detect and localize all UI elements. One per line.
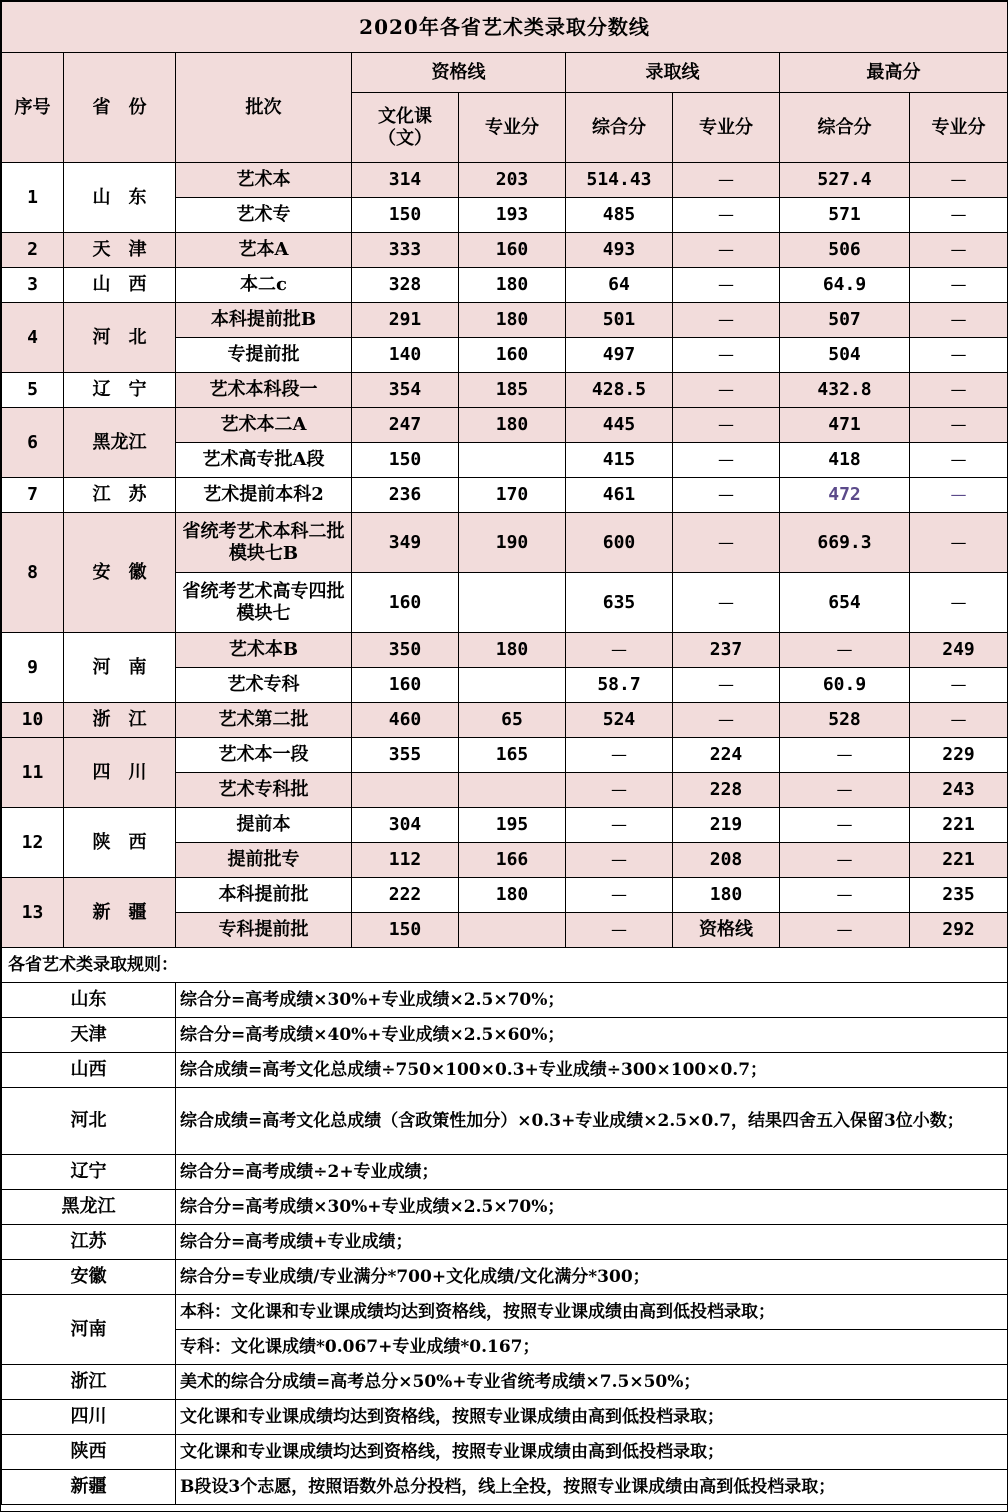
rule-row	[2, 1225, 1008, 1260]
max-major-cell: —	[910, 373, 1008, 408]
major-cell: 180	[459, 633, 566, 668]
table-row	[2, 373, 1008, 408]
admit-comp-cell: 501	[566, 303, 673, 338]
batch-cell: 提前批专	[176, 843, 352, 878]
header-group-qualify: 资格线	[352, 53, 566, 93]
culture-cell: 328	[352, 268, 459, 303]
rule-row	[2, 1435, 1008, 1470]
major-cell: 203	[459, 163, 566, 198]
rule-row	[2, 1470, 1008, 1505]
seq-cell: 2	[2, 233, 64, 268]
rule-row	[2, 1260, 1008, 1295]
rule-row	[2, 1053, 1008, 1088]
admit-comp-cell: 485	[566, 198, 673, 233]
culture-cell: 314	[352, 163, 459, 198]
major-cell: 166	[459, 843, 566, 878]
max-major-cell: —	[910, 703, 1008, 738]
major-cell	[459, 443, 566, 478]
culture-cell: 350	[352, 633, 459, 668]
culture-cell: 349	[352, 513, 459, 573]
rule-province: 辽宁	[2, 1155, 176, 1190]
major-cell: 170	[459, 478, 566, 513]
admit-major-cell: —	[673, 408, 780, 443]
culture-cell: 333	[352, 233, 459, 268]
seq-cell: 3	[2, 268, 64, 303]
major-cell: 180	[459, 878, 566, 913]
major-cell: 193	[459, 198, 566, 233]
major-cell: 185	[459, 373, 566, 408]
rule-row	[2, 983, 1008, 1018]
admit-major-cell: 228	[673, 773, 780, 808]
admit-comp-cell: —	[566, 843, 673, 878]
batch-cell: 本科提前批	[176, 878, 352, 913]
max-major-cell: —	[910, 303, 1008, 338]
max-comp-cell: 507	[780, 303, 910, 338]
batch-cell: 艺术本B	[176, 633, 352, 668]
max-comp-cell: 504	[780, 338, 910, 373]
rule-row	[2, 1295, 1008, 1330]
admit-major-cell: 资格线	[673, 913, 780, 948]
max-major-cell: —	[910, 233, 1008, 268]
rule-province: 山西	[2, 1053, 176, 1088]
admit-comp-cell: 524	[566, 703, 673, 738]
admit-comp-cell: 497	[566, 338, 673, 373]
admit-major-cell: 180	[673, 878, 780, 913]
rule-province: 安徽	[2, 1260, 176, 1295]
admit-major-cell: 219	[673, 808, 780, 843]
province-cell: 河 北	[64, 303, 176, 373]
major-cell: 190	[459, 513, 566, 573]
table-row	[2, 233, 1008, 268]
rule-row	[2, 1400, 1008, 1435]
admit-comp-cell: —	[566, 633, 673, 668]
major-cell	[459, 773, 566, 808]
rule-province: 天津	[2, 1018, 176, 1053]
rule-row	[2, 1155, 1008, 1190]
seq-cell: 8	[2, 513, 64, 633]
culture-cell: 150	[352, 443, 459, 478]
rule-row	[2, 1088, 1008, 1155]
batch-cell: 艺术高专批A段	[176, 443, 352, 478]
data-body	[2, 163, 1008, 948]
max-comp-cell: 506	[780, 233, 910, 268]
culture-cell: 236	[352, 478, 459, 513]
culture-cell: 291	[352, 303, 459, 338]
province-cell: 新 疆	[64, 878, 176, 948]
batch-cell: 艺术本科段一	[176, 373, 352, 408]
culture-cell: 354	[352, 373, 459, 408]
admit-major-cell: —	[673, 668, 780, 703]
max-major-cell: —	[910, 163, 1008, 198]
table-row	[2, 738, 1008, 773]
rule-text: 综合成绩=高考文化总成绩÷750×100×0.3+专业成绩÷300×100×0.7；	[176, 1053, 1008, 1088]
batch-cell: 本二c	[176, 268, 352, 303]
max-comp-cell: —	[780, 633, 910, 668]
batch-cell: 艺术本一段	[176, 738, 352, 773]
admit-major-cell: —	[673, 268, 780, 303]
max-major-cell: —	[910, 198, 1008, 233]
admit-comp-cell: —	[566, 878, 673, 913]
rule-text: 综合分=高考成绩×30%+专业成绩×2.5×70%；	[176, 983, 1008, 1018]
major-cell: 180	[459, 408, 566, 443]
table-row	[2, 303, 1008, 338]
major-cell: 165	[459, 738, 566, 773]
rule-row	[2, 1190, 1008, 1225]
table-row	[2, 478, 1008, 513]
culture-cell: 304	[352, 808, 459, 843]
rule-text: 综合分=高考成绩×30%+专业成绩×2.5×70%；	[176, 1190, 1008, 1225]
header-major: 专业分	[459, 93, 566, 163]
rule-text: 综合分=高考成绩×40%+专业成绩×2.5×60%；	[176, 1018, 1008, 1053]
culture-cell: 150	[352, 198, 459, 233]
admit-comp-cell: —	[566, 773, 673, 808]
batch-cell: 专科提前批	[176, 913, 352, 948]
max-comp-cell: 654	[780, 573, 910, 633]
rule-row	[2, 1018, 1008, 1053]
province-cell: 浙 江	[64, 703, 176, 738]
admit-comp-cell: 58.7	[566, 668, 673, 703]
major-cell	[459, 573, 566, 633]
admit-comp-cell: 64	[566, 268, 673, 303]
rule-province: 河北	[2, 1088, 176, 1155]
max-major-cell: —	[910, 668, 1008, 703]
header-culture: 文化课（文）	[352, 93, 459, 163]
rule-text: 专科：文化课成绩*0.067+专业成绩*0.167；	[176, 1330, 1008, 1365]
rule-text: 综合分=高考成绩÷2+专业成绩；	[176, 1155, 1008, 1190]
seq-cell: 9	[2, 633, 64, 703]
table-row	[2, 268, 1008, 303]
culture-cell: 222	[352, 878, 459, 913]
rule-province: 黑龙江	[2, 1190, 176, 1225]
culture-cell	[352, 773, 459, 808]
province-cell: 安 徽	[64, 513, 176, 633]
rules-title: 各省艺术类录取规则：	[2, 948, 1008, 983]
batch-cell: 艺术提前本科2	[176, 478, 352, 513]
batch-cell: 本科提前批B	[176, 303, 352, 338]
max-comp-cell: 472	[780, 478, 910, 513]
max-comp-cell: 418	[780, 443, 910, 478]
batch-cell: 艺术本二A	[176, 408, 352, 443]
seq-cell: 12	[2, 808, 64, 878]
batch-cell: 艺术专科批	[176, 773, 352, 808]
max-major-cell: —	[910, 573, 1008, 633]
rule-text: 文化课和专业课成绩均达到资格线，按照专业课成绩由高到低投档录取；	[176, 1435, 1008, 1470]
seq-cell: 5	[2, 373, 64, 408]
table-row	[2, 703, 1008, 738]
max-major-cell: 221	[910, 808, 1008, 843]
rule-text: 综合分=高考成绩+专业成绩；	[176, 1225, 1008, 1260]
max-major-cell: —	[910, 478, 1008, 513]
rule-text: 美术的综合分成绩=高考总分×50%+专业省统考成绩×7.5×50%；	[176, 1365, 1008, 1400]
max-major-cell: 235	[910, 878, 1008, 913]
header-province: 省 份	[64, 53, 176, 163]
province-cell: 四 川	[64, 738, 176, 808]
max-comp-cell: 527.4	[780, 163, 910, 198]
rule-text: 本科：文化课和专业课成绩均达到资格线，按照专业课成绩由高到低投档录取；	[176, 1295, 1008, 1330]
header-admit-composite: 综合分	[566, 93, 673, 163]
rule-text: B段设3个志愿，按照语数外总分投档，线上全投，按照专业课成绩由高到低投档录取；	[176, 1470, 1008, 1505]
table-row	[2, 878, 1008, 913]
admit-major-cell: —	[673, 338, 780, 373]
max-major-cell: —	[910, 338, 1008, 373]
max-major-cell: —	[910, 443, 1008, 478]
max-comp-cell: —	[780, 808, 910, 843]
header-max-composite: 综合分	[780, 93, 910, 163]
max-comp-cell: 60.9	[780, 668, 910, 703]
score-table	[1, 1, 1008, 1505]
seq-cell: 11	[2, 738, 64, 808]
max-major-cell: —	[910, 513, 1008, 573]
max-comp-cell: —	[780, 843, 910, 878]
rule-province: 四川	[2, 1400, 176, 1435]
major-cell: 65	[459, 703, 566, 738]
table-row	[2, 408, 1008, 443]
admit-major-cell: —	[673, 233, 780, 268]
rule-row	[2, 1365, 1008, 1400]
header-admit-major: 专业分	[673, 93, 780, 163]
max-major-cell: 221	[910, 843, 1008, 878]
culture-cell: 355	[352, 738, 459, 773]
culture-cell: 140	[352, 338, 459, 373]
rule-province: 陕西	[2, 1435, 176, 1470]
admit-major-cell: —	[673, 513, 780, 573]
table-row	[2, 808, 1008, 843]
max-comp-cell: —	[780, 738, 910, 773]
admit-major-cell: 237	[673, 633, 780, 668]
culture-cell: 247	[352, 408, 459, 443]
rule-text: 综合成绩=高考文化总成绩（含政策性加分）×0.3+专业成绩×2.5×0.7，结果四舍五入保留3位小数；	[176, 1088, 1008, 1155]
major-cell: 160	[459, 338, 566, 373]
header-batch: 批次	[176, 53, 352, 163]
admit-major-cell: —	[673, 163, 780, 198]
admit-major-cell: —	[673, 198, 780, 233]
culture-cell: 112	[352, 843, 459, 878]
admit-comp-cell: 635	[566, 573, 673, 633]
seq-cell: 13	[2, 878, 64, 948]
culture-cell: 150	[352, 913, 459, 948]
province-cell: 山 东	[64, 163, 176, 233]
page-title: 2020年各省艺术类录取分数线	[2, 2, 1008, 53]
province-cell: 山 西	[64, 268, 176, 303]
admit-major-cell: —	[673, 373, 780, 408]
major-cell: 180	[459, 268, 566, 303]
admit-comp-cell: 415	[566, 443, 673, 478]
seq-cell: 10	[2, 703, 64, 738]
major-cell	[459, 913, 566, 948]
admit-major-cell: 208	[673, 843, 780, 878]
rule-province: 江苏	[2, 1225, 176, 1260]
rule-province: 山东	[2, 983, 176, 1018]
major-cell: 195	[459, 808, 566, 843]
batch-cell: 艺术专	[176, 198, 352, 233]
admit-comp-cell: 428.5	[566, 373, 673, 408]
admit-comp-cell: —	[566, 808, 673, 843]
batch-cell: 艺术第二批	[176, 703, 352, 738]
admit-major-cell: —	[673, 703, 780, 738]
max-comp-cell: 64.9	[780, 268, 910, 303]
culture-cell: 160	[352, 668, 459, 703]
max-major-cell: —	[910, 268, 1008, 303]
max-comp-cell: —	[780, 913, 910, 948]
seq-cell: 1	[2, 163, 64, 233]
batch-cell: 省统考艺术高专四批模块七	[176, 573, 352, 633]
province-cell: 黑龙江	[64, 408, 176, 478]
batch-cell: 省统考艺术本科二批模块七B	[176, 513, 352, 573]
max-comp-cell: 571	[780, 198, 910, 233]
admit-major-cell: —	[673, 443, 780, 478]
max-comp-cell: 471	[780, 408, 910, 443]
seq-cell: 7	[2, 478, 64, 513]
admit-comp-cell: 600	[566, 513, 673, 573]
admit-comp-cell: 445	[566, 408, 673, 443]
admit-major-cell: —	[673, 573, 780, 633]
max-comp-cell: 432.8	[780, 373, 910, 408]
admit-comp-cell: 461	[566, 478, 673, 513]
header-max-major: 专业分	[910, 93, 1008, 163]
max-major-cell: 243	[910, 773, 1008, 808]
culture-cell: 160	[352, 573, 459, 633]
header-seq: 序号	[2, 53, 64, 163]
max-major-cell: 292	[910, 913, 1008, 948]
admit-comp-cell: 493	[566, 233, 673, 268]
admit-comp-cell: —	[566, 913, 673, 948]
province-cell: 天 津	[64, 233, 176, 268]
admit-major-cell: —	[673, 303, 780, 338]
province-cell: 陕 西	[64, 808, 176, 878]
max-major-cell: —	[910, 408, 1008, 443]
rule-text: 文化课和专业课成绩均达到资格线，按照专业课成绩由高到低投档录取；	[176, 1400, 1008, 1435]
rule-province: 河南	[2, 1295, 176, 1365]
admit-comp-cell: 514.43	[566, 163, 673, 198]
max-major-cell: 249	[910, 633, 1008, 668]
batch-cell: 专提前批	[176, 338, 352, 373]
max-major-cell: 229	[910, 738, 1008, 773]
major-cell: 160	[459, 233, 566, 268]
max-comp-cell: 669.3	[780, 513, 910, 573]
seq-cell: 4	[2, 303, 64, 373]
major-cell: 180	[459, 303, 566, 338]
rule-text: 综合分=专业成绩/专业满分*700+文化成绩/文化满分*300；	[176, 1260, 1008, 1295]
table-row	[2, 513, 1008, 573]
batch-cell: 艺术专科	[176, 668, 352, 703]
rule-province: 浙江	[2, 1365, 176, 1400]
max-comp-cell: 528	[780, 703, 910, 738]
batch-cell: 提前本	[176, 808, 352, 843]
admit-comp-cell: —	[566, 738, 673, 773]
header-group-max: 最高分	[780, 53, 1008, 93]
admit-major-cell: —	[673, 478, 780, 513]
batch-cell: 艺术本	[176, 163, 352, 198]
header-group-admit: 录取线	[566, 53, 780, 93]
max-comp-cell: —	[780, 773, 910, 808]
batch-cell: 艺本A	[176, 233, 352, 268]
province-cell: 江 苏	[64, 478, 176, 513]
rule-province: 新疆	[2, 1470, 176, 1505]
major-cell	[459, 668, 566, 703]
admit-major-cell: 224	[673, 738, 780, 773]
rules-body	[2, 948, 1008, 1505]
culture-cell: 460	[352, 703, 459, 738]
seq-cell: 6	[2, 408, 64, 478]
max-comp-cell: —	[780, 878, 910, 913]
table-row	[2, 633, 1008, 668]
province-cell: 河 南	[64, 633, 176, 703]
province-cell: 辽 宁	[64, 373, 176, 408]
table-row	[2, 163, 1008, 198]
